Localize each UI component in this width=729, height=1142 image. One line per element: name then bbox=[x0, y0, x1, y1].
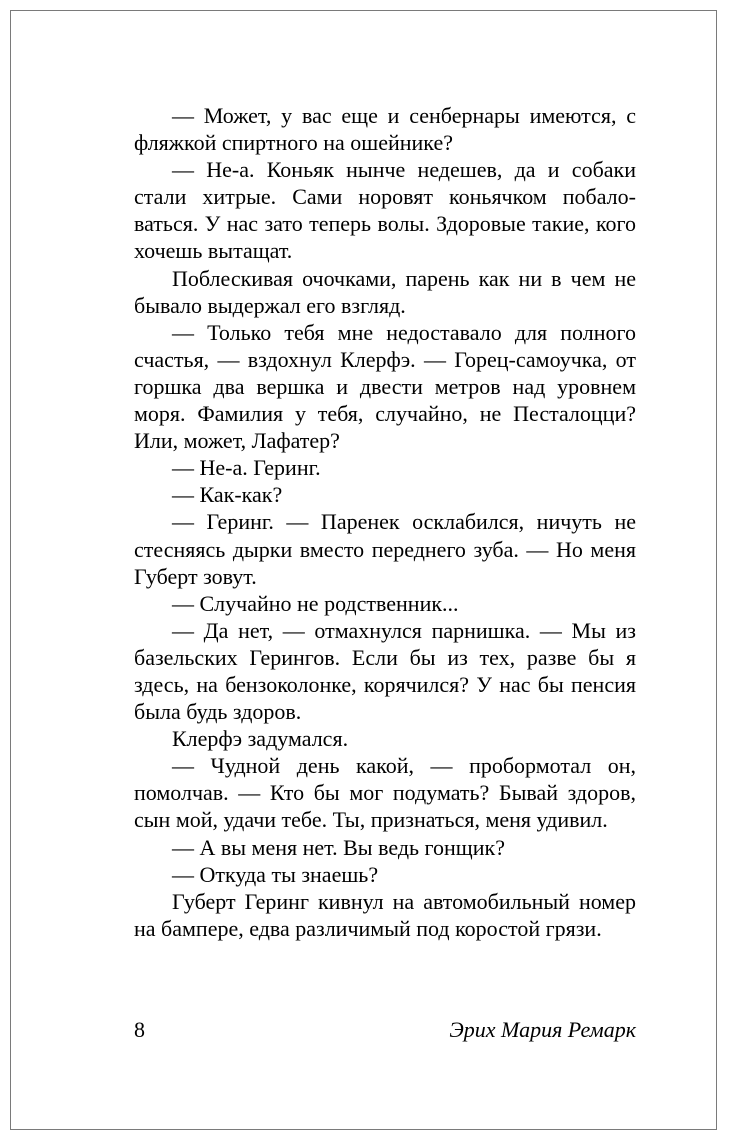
paragraph: — А вы меня нет. Вы ведь гонщик? bbox=[172, 834, 505, 860]
paragraph: — Не-а. Геринг. bbox=[172, 455, 321, 481]
page-number: 8 bbox=[134, 1017, 145, 1042]
paragraph: — Откуда ты знаешь? bbox=[172, 861, 379, 887]
paragraph: Клерфэ задумался. bbox=[172, 726, 349, 752]
paragraph: — Да нет, — отмахнулся парнишка. — Мы из базельских Герингов. Если бы из тех, разве бы я здесь, на бензоколонке, корячился? У нас бы пенсия была будь здоров. bbox=[134, 617, 636, 725]
paragraph: Губерт Геринг кивнул на автомобильный номер на бампере, едва различимый под коростой грязи. bbox=[134, 888, 636, 941]
running-author: Эрих Мария Ремарк bbox=[449, 1017, 636, 1042]
paragraph: — Случайно не родственник... bbox=[172, 590, 459, 616]
paragraph: Поблескивая очочками, парень как ни в чем не бывало выдержал его взгляд. bbox=[134, 265, 636, 318]
paragraph: — Чудной день какой, — пробормотал он, помолчав. — Кто бы мог подумать? Бывай здоров, сын мой, удачи тебе. Ты, признаться, меня удивил. bbox=[134, 753, 636, 833]
text-block bbox=[134, 102, 636, 942]
page-footer bbox=[134, 1015, 636, 1045]
paragraph: — Геринг. — Паренек осклабился, ничуть не стесняясь дырки вместо переднего зуба. — Но меня Губерт зовут. bbox=[134, 509, 636, 589]
paragraph: — Не-а. Коньяк нынче недешев, да и собаки стали хитрые. Сами норовят коньячком побаловаться. У нас зато теперь волы. Здоровые такие, кого хочешь вытащат. bbox=[134, 157, 636, 264]
paragraph: — Только тебя мне недоставало для полного счастья, — вздохнул Клерфэ. — Горец-самоучка, от горшка два вершка и двести метров над уровнем моря. Фамилия у тебя, случайно, не Песталоцци? Или, может, Лафатер? bbox=[134, 319, 636, 454]
paragraph: — Может, у вас еще и сенбернары имеются, с фляжкой спиртного на ошейнике? bbox=[134, 103, 636, 156]
paragraph: — Как-как? bbox=[172, 482, 283, 508]
